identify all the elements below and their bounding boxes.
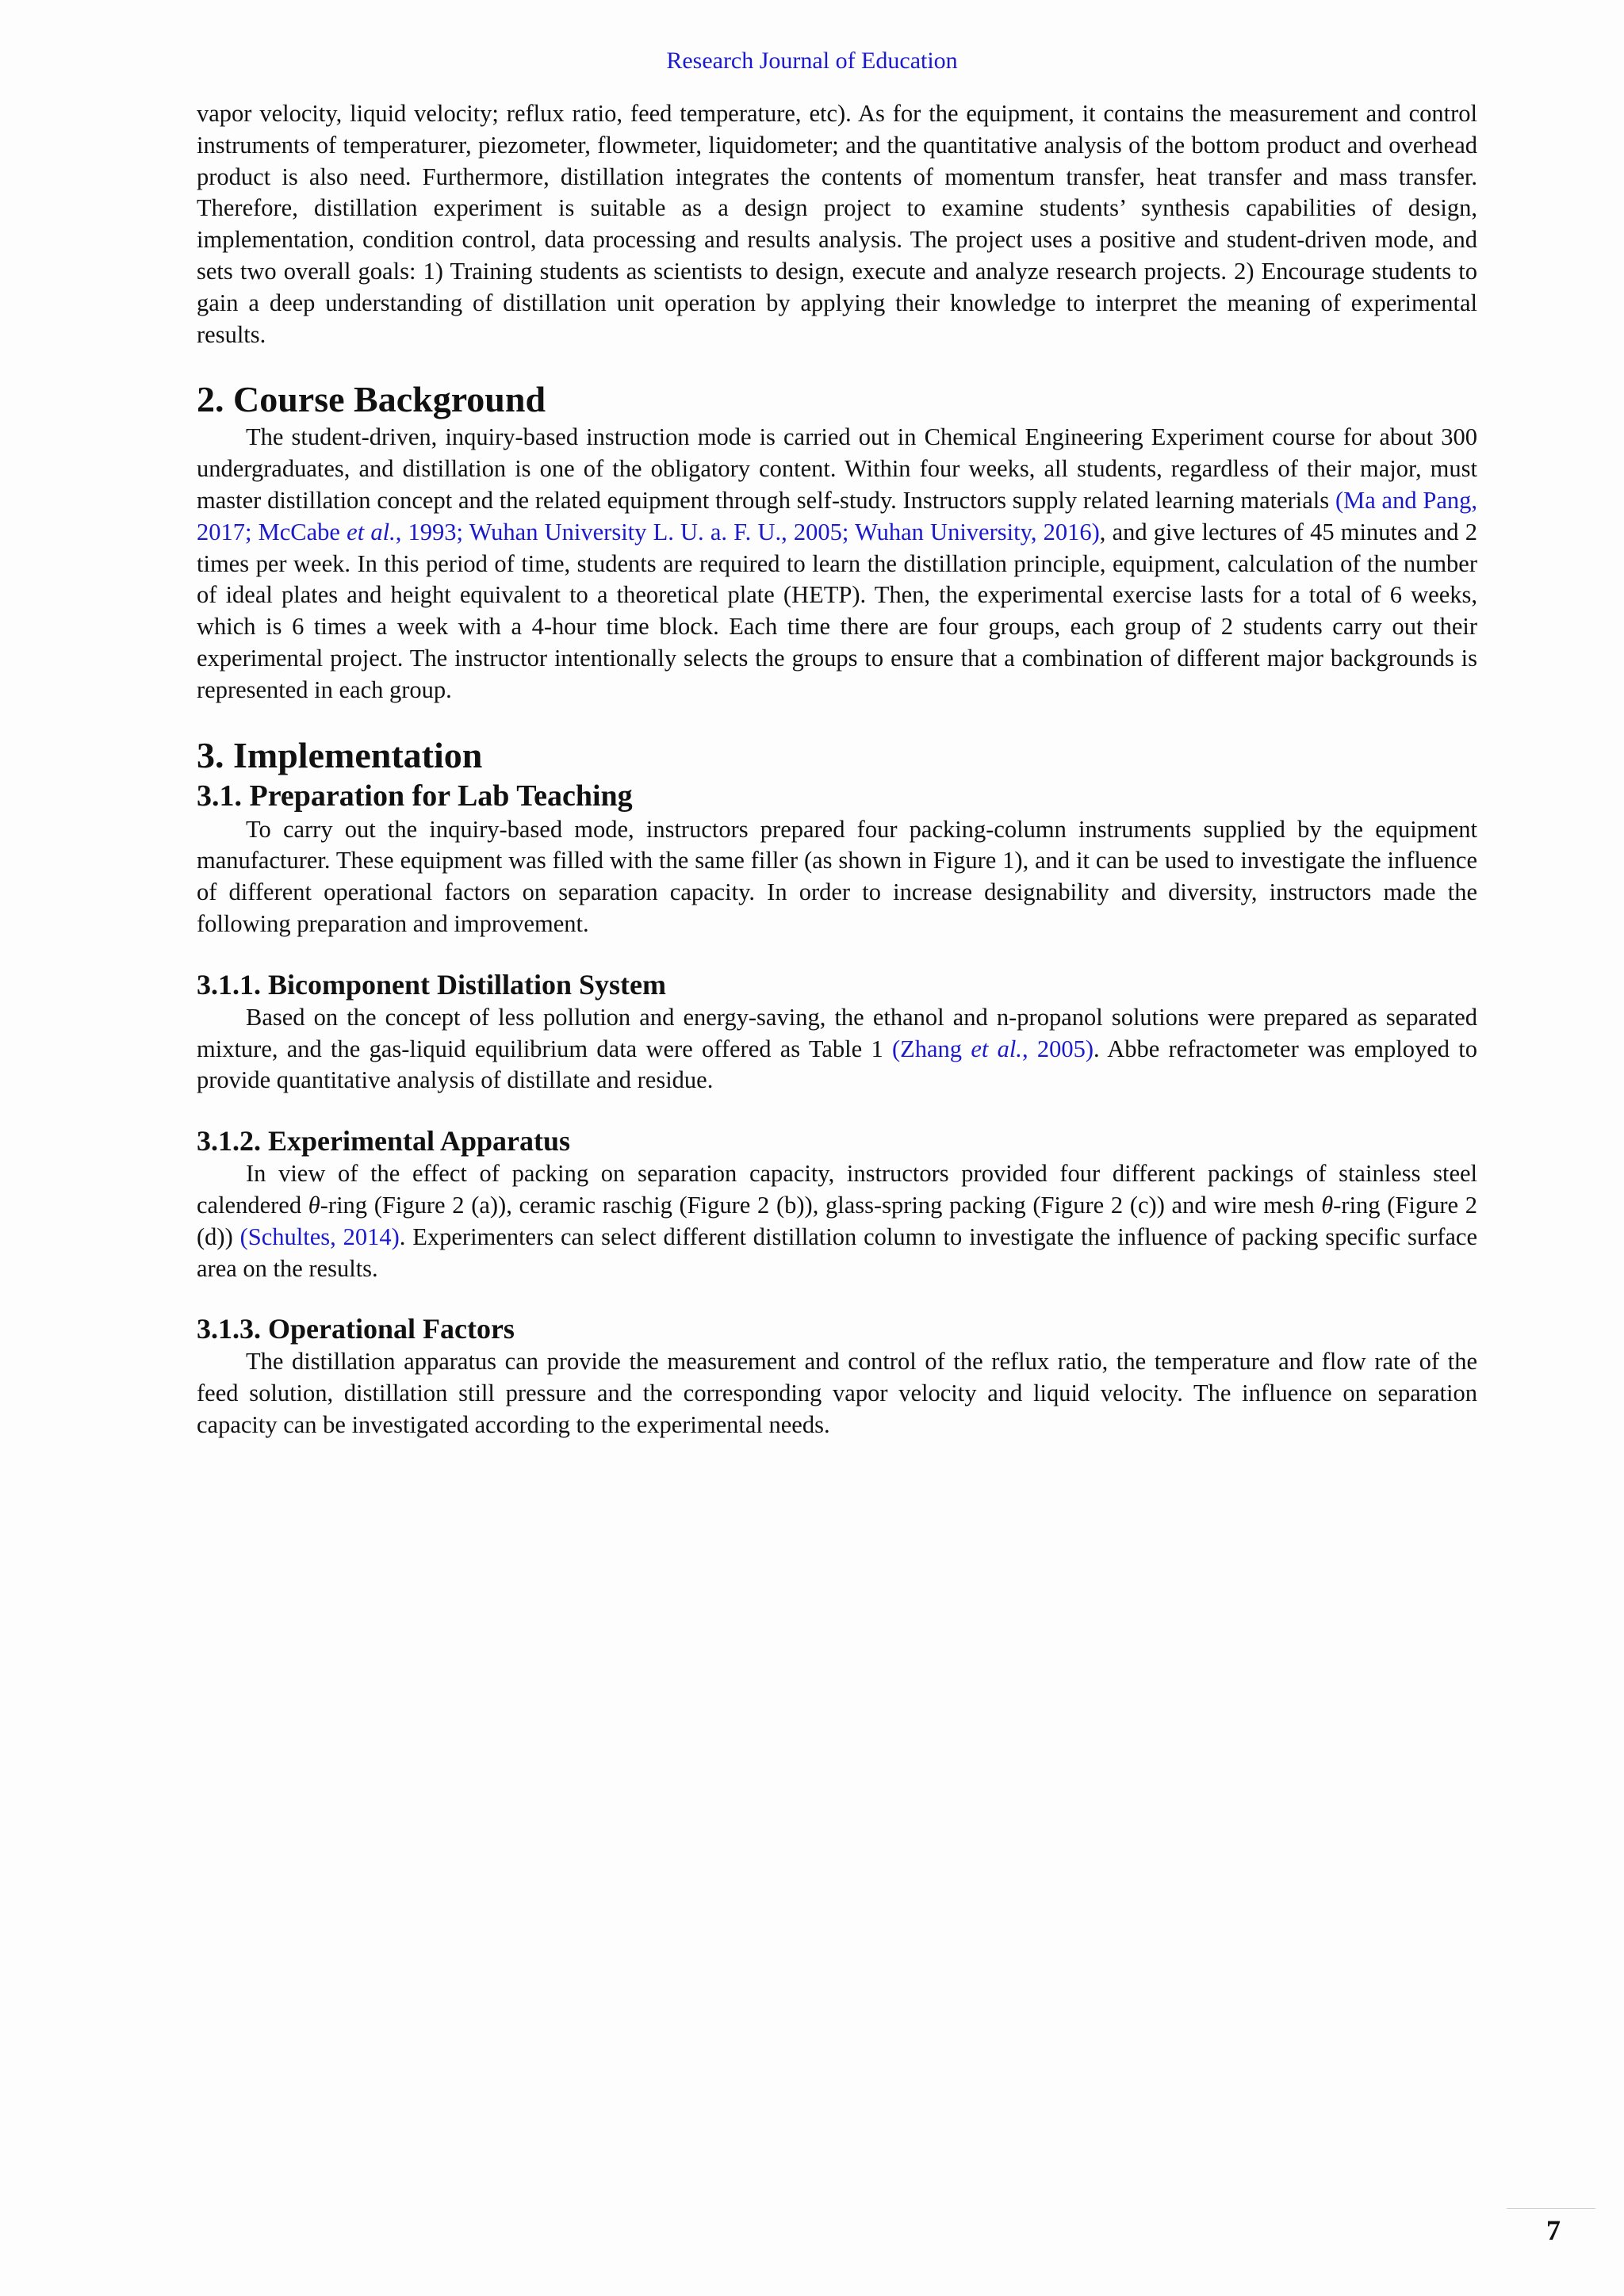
page-number: 7 <box>1546 2214 1561 2246</box>
course-background-text-1: The student-driven, inquiry-based instruction mode is carried out in Chemical Engineering Experiment course for about 300 undergraduates, and distillation is one of the obligatory content. Within four weeks, all students, regardless of their major, must master distillation concept and the related equipment through self-study. Instructors supply related learning materials <box>197 423 1477 514</box>
citation-zhang-part-1: (Zhang <box>891 1035 971 1062</box>
citation-zhang-et-al: et al. <box>971 1035 1022 1062</box>
operational-factors-paragraph: The distillation apparatus can provide the measurement and control of the reflux ratio, the temperature and flow rate of the feed solution, distillation still pressure and the corresponding vapor velocity and liquid velocity. The influence on separation capacity can be investigated according to the experimental needs. <box>197 1348 1477 1438</box>
citation-zhang-part-2: , 2005) <box>1021 1035 1094 1062</box>
apparatus-text-4: . Experimenters can select different distillation column to investigate the influence of packing specific surface area on the results. <box>197 1223 1477 1282</box>
course-background-text-2: , and give lectures of 45 minutes and 2 times per week. In this period of time, students are required to learn the distillation principle, equipment, calculation of the number of ideal plates and height equivalent to a theoretical plate (HETP). Then, the experimental exercise lasts for a total of 6 weeks, which is 6 times a week with a 4-hour time block. Each time there are four groups, each group of 2 students carry out their experimental project. The instructor intentionally selects the groups to ensure that a combination of different major backgrounds is represented in each group. <box>197 518 1477 703</box>
footer-divider <box>1507 2208 1595 2209</box>
subsection-3-1-1-heading: 3.1.1. Bicomponent Distillation System <box>197 968 667 1001</box>
subsection-3-1-2-heading: 3.1.2. Experimental Apparatus <box>197 1125 571 1158</box>
course-background-paragraph <box>197 422 1477 706</box>
journal-header: Research Journal of Education <box>666 48 958 74</box>
preparation-paragraph: To carry out the inquiry-based mode, instructors prepared four packing-column instruments supplied by the equipment manufacturer. These equipment was filled with the same filler (as shown in Figure 1), and it can be used to investigate the influence of different operational factors on separation capacity. In order to increase designability and diversity, instructors made the following preparation and improvement. <box>197 815 1477 937</box>
bicomponent-text-1: Based on the concept of less pollution and energy-saving, the ethanol and n-propanol solutions were prepared as separated mixture, and the gas-liquid equilibrium data were offered as Table 1 <box>197 1003 1477 1062</box>
citation-part-2: , 1993; Wuhan University L. U. a. F. U., 2005; Wuhan University, 2016) <box>395 518 1100 545</box>
section-3-heading: 3. Implementation <box>197 734 483 775</box>
citation-part-1: (Ma and Pang, 2017; McCabe <box>197 486 1477 545</box>
subsection-3-1-3-heading: 3.1.3. Operational Factors <box>197 1313 515 1345</box>
apparatus-text-1: In view of the effect of packing on separation capacity, instructors provided four different packings of stainless steel calendered <box>197 1160 1477 1219</box>
theta-symbol: θ <box>308 1191 320 1219</box>
apparatus-text-2: -ring (Figure 2 (a)), ceramic raschig (Figure 2 (b)), glass-spring packing (Figure 2 (c)) and wire mesh <box>320 1191 1322 1219</box>
citation-schultes[interactable]: (Schultes, 2014) <box>239 1223 400 1250</box>
citation-et-al: et al. <box>347 518 396 545</box>
subsection-3-1-heading: 3.1. Preparation for Lab Teaching <box>197 779 633 813</box>
bicomponent-text-2: . Abbe refractometer was employed to provide quantitative analysis of distillate and residue. <box>197 1035 1477 1094</box>
intro-paragraph: vapor velocity, liquid velocity; reflux ratio, feed temperature, etc). As for the equipment, it contains the measurement and control instruments of temperaturer, piezometer, flowmeter, liquidometer; and the quantitative analysis of the bottom product and overhead product is also need. Furthermore, distillation integrates the contents of momentum transfer, heat transfer and mass transfer. Therefore, distillation experiment is suitable as a design project to examine students’ synthesis capabilities of design, implementation, condition control, data processing and results analysis. The project uses a positive and student-driven mode, and sets two overall goals: 1) Training students as scientists to design, execute and analyze research projects. 2) Encourage students to gain a deep understanding of distillation unit operation by applying their knowledge to interpret the meaning of experimental results. <box>197 100 1477 348</box>
theta-symbol: θ <box>1321 1191 1334 1219</box>
section-2-heading: 2. Course Background <box>197 379 546 420</box>
article-body <box>197 98 1477 1441</box>
apparatus-text-3: -ring (Figure 2 (d)) <box>197 1191 1477 1250</box>
apparatus-paragraph <box>197 1158 1477 1284</box>
bicomponent-paragraph <box>197 1002 1477 1096</box>
citation-zhang[interactable] <box>892 1035 1094 1062</box>
